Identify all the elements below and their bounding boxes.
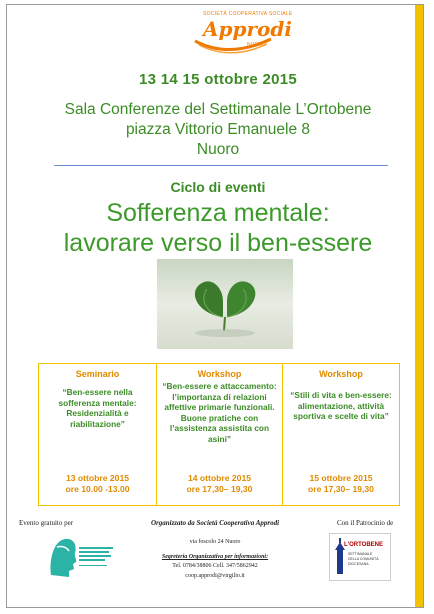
divider bbox=[54, 165, 388, 166]
events-table bbox=[38, 363, 400, 506]
event-date: 14 ottobre 2015 bbox=[187, 473, 252, 483]
event-column-1 bbox=[38, 363, 156, 506]
ciclo-label: Ciclo di eventi bbox=[170, 179, 266, 195]
title-line-2: lavorare verso il ben-essere bbox=[63, 229, 373, 257]
event-dates: 13 14 15 ottobre 2015 bbox=[138, 71, 298, 88]
head-profile-icon bbox=[47, 531, 115, 579]
clover-photo bbox=[157, 259, 293, 349]
event-title: “Stili di vita e ben-essere: alimentazione, attività sportiva e scelte di vita” bbox=[290, 390, 392, 421]
free-event-label: Evento gratuito per bbox=[19, 519, 74, 527]
logo-name: Approdi bbox=[203, 17, 292, 41]
event-type: Workshop bbox=[319, 369, 363, 379]
title-line-1: Sofferenza mentale: bbox=[106, 199, 330, 227]
poster bbox=[6, 4, 424, 608]
event-column-3 bbox=[283, 363, 400, 506]
mental-health-week-logo bbox=[47, 531, 115, 579]
venue-line-1: Sala Conferenze del Settimanale L’Ortobene bbox=[64, 101, 372, 118]
gold-side-bar bbox=[415, 5, 423, 607]
contact-phones: Tel. 0784/38806 Cell. 347/5862942 bbox=[172, 563, 258, 569]
ortobene-line: SETTIMANALE bbox=[348, 552, 373, 556]
secretary-label: Segreteria Organizzativa per informazioni: bbox=[161, 554, 269, 560]
event-datetime bbox=[157, 473, 282, 495]
ortobene-logo bbox=[329, 533, 391, 581]
contact-email[interactable]: coop.approdi@virgilio.it bbox=[185, 573, 245, 579]
event-type: Seminario bbox=[75, 369, 120, 379]
event-datetime bbox=[39, 473, 156, 495]
event-time: ore 17,30– 19,30 bbox=[186, 484, 253, 494]
organizer-address: via foscolo 24 Nuoro bbox=[189, 539, 241, 545]
event-datetime bbox=[283, 473, 399, 495]
ortobene-title: L'ORTOBENE bbox=[344, 542, 383, 548]
logo-sub-text: NUORO bbox=[247, 42, 266, 48]
event-date: 15 ottobre 2015 bbox=[309, 473, 373, 483]
patronage-label: Con il Patrocinio de bbox=[337, 519, 394, 527]
clover-leaf-icon bbox=[157, 259, 293, 349]
approdi-logo bbox=[189, 11, 293, 61]
organizer-title: Organizzato da Società Cooperativa Approdi bbox=[150, 519, 280, 527]
event-title: “Ben-essere e attaccamento: l’importanza di relazioni affettive primarie funzionali. Buone pratiche con l’assistenza assistita con asini” bbox=[162, 381, 277, 444]
event-title: “Ben-essere nella sofferenza mentale: Residenzialità e riabilitazione” bbox=[58, 387, 137, 429]
event-type: Workshop bbox=[197, 369, 242, 379]
event-time: ore 17,30– 19,30 bbox=[308, 484, 374, 494]
ortobene-line: DIOCESANA bbox=[348, 562, 369, 566]
logo-small-text: SOCIETÀ COOPERATIVA SOCIALE bbox=[203, 11, 293, 17]
event-column-2 bbox=[156, 363, 283, 506]
ortobene-line: DELLA COMUNITÀ bbox=[348, 557, 379, 561]
event-date: 13 ottobre 2015 bbox=[65, 473, 130, 483]
event-time: ore 10.00 -13.00 bbox=[65, 484, 130, 494]
venue-line-3: Nuoro bbox=[196, 141, 240, 158]
venue-line-2: piazza Vittorio Emanuele 8 bbox=[125, 121, 311, 138]
